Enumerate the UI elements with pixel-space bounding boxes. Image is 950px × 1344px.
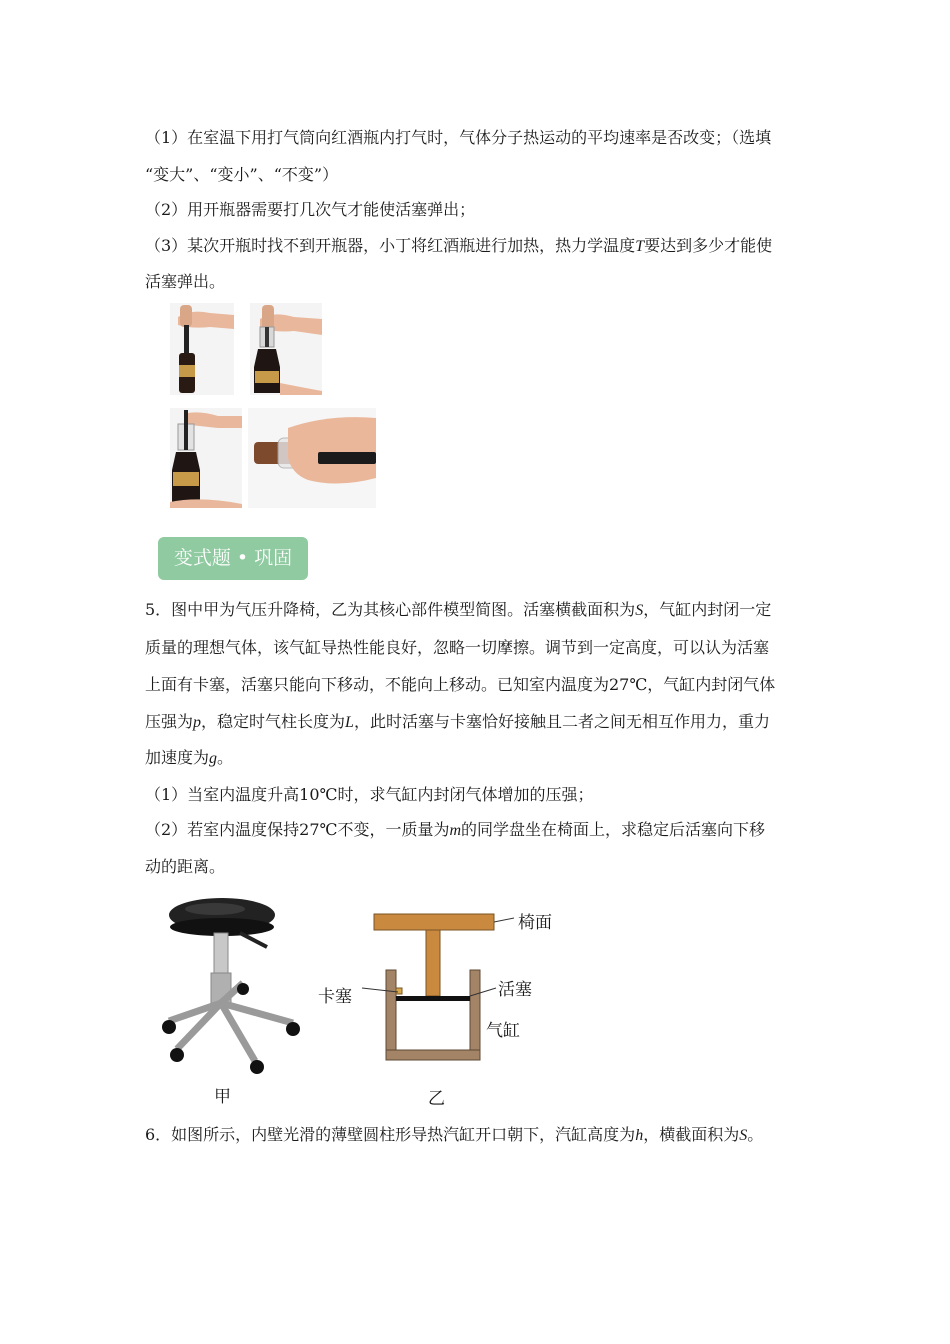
- q5-line-4-a: 压强为: [145, 712, 194, 731]
- label-cylinder: 气缸: [486, 1021, 520, 1041]
- q5-sub2-a: （2）若室内温度保持27℃不变，一质量为: [145, 820, 450, 839]
- q5-line-5-a: 加速度为: [145, 748, 210, 767]
- q4-line-1: （1）在室温下用打气筒向红酒瓶内打气时，气体分子热运动的平均速率是否改变；（选填: [145, 128, 772, 147]
- lift-chair-image: [155, 893, 305, 1078]
- q5-line-1-a: 5．图中甲为气压升降椅，乙为其核心部件模型简图。活塞横截面积为: [145, 600, 636, 619]
- q5-line-5-b: 。: [217, 748, 234, 767]
- q4-line-4: [145, 236, 772, 257]
- q5-sub2-b: 的同学盘坐在椅面上，求稳定后活塞向下移: [461, 820, 766, 839]
- var-m: m: [449, 822, 462, 839]
- q5-line-2: 质量的理想气体，该气缸导热性能良好，忽略一切摩擦。调节到一定高度，可以认为活塞: [145, 638, 770, 657]
- var-S-q6: S: [739, 1127, 748, 1144]
- q6-c: 。: [747, 1125, 764, 1144]
- label-seat: 椅面: [518, 913, 552, 933]
- var-L: L: [345, 714, 354, 731]
- label-stopper: 卡塞: [318, 987, 352, 1007]
- q6-b: ，横截面积为: [643, 1125, 740, 1144]
- photo-opener-3: [170, 408, 242, 508]
- q4-line-3: （2）用开瓶器需要打几次气才能使活塞弹出；: [145, 200, 476, 219]
- q6-a: 6．如图所示，内壁光滑的薄壁圆柱形导热汽缸开口朝下，汽缸高度为: [145, 1125, 636, 1144]
- q5-line-1: [145, 600, 771, 621]
- q5-line-4-c: ，此时活塞与卡塞恰好接触且二者之间无相互作用力，重力: [353, 712, 770, 731]
- figure-caption-a: 甲: [214, 1087, 231, 1107]
- q5-line-1-b: ，气缸内封闭一定: [643, 600, 772, 619]
- var-h: h: [635, 1127, 644, 1144]
- variant-consolidation-badge: 变式题 • 巩固: [158, 537, 308, 580]
- q4-line-2: “变大”、“变小”、“不变”）: [145, 165, 339, 184]
- photo-opener-1: [170, 303, 234, 395]
- q4-line-5: 活塞弹出。: [145, 272, 226, 291]
- q4-line-4-text-a: （3）某次开瓶时找不到开瓶器，小丁将红酒瓶进行加热，热力学温度: [145, 236, 636, 255]
- q6-line-1: [145, 1125, 763, 1146]
- var-S: S: [635, 602, 644, 619]
- q5-line-4-b: ，稳定时气柱长度为: [201, 712, 346, 731]
- photo-opener-2: [250, 303, 322, 395]
- q5-line-5: [145, 748, 233, 769]
- var-T: T: [635, 238, 645, 255]
- q5-subquestion-2: [145, 820, 765, 841]
- q5-subquestion-1: （1）当室内温度升高10℃时，求气缸内封闭气体增加的压强；: [145, 785, 594, 804]
- q5-line-8: 动的距离。: [145, 857, 226, 876]
- var-g: g: [209, 750, 218, 767]
- photo-opener-4: [248, 408, 376, 508]
- label-piston: 活塞: [498, 980, 532, 1000]
- q5-line-4: [145, 712, 770, 733]
- figure-caption-b: 乙: [428, 1089, 445, 1109]
- q4-line-4-text-b: 要达到多少才能使: [644, 236, 773, 255]
- var-p: p: [193, 714, 202, 731]
- q5-line-3: 上面有卡塞，活塞只能向下移动，不能向上移动。已知室内温度为27℃，气缸内封闭气体: [145, 675, 776, 694]
